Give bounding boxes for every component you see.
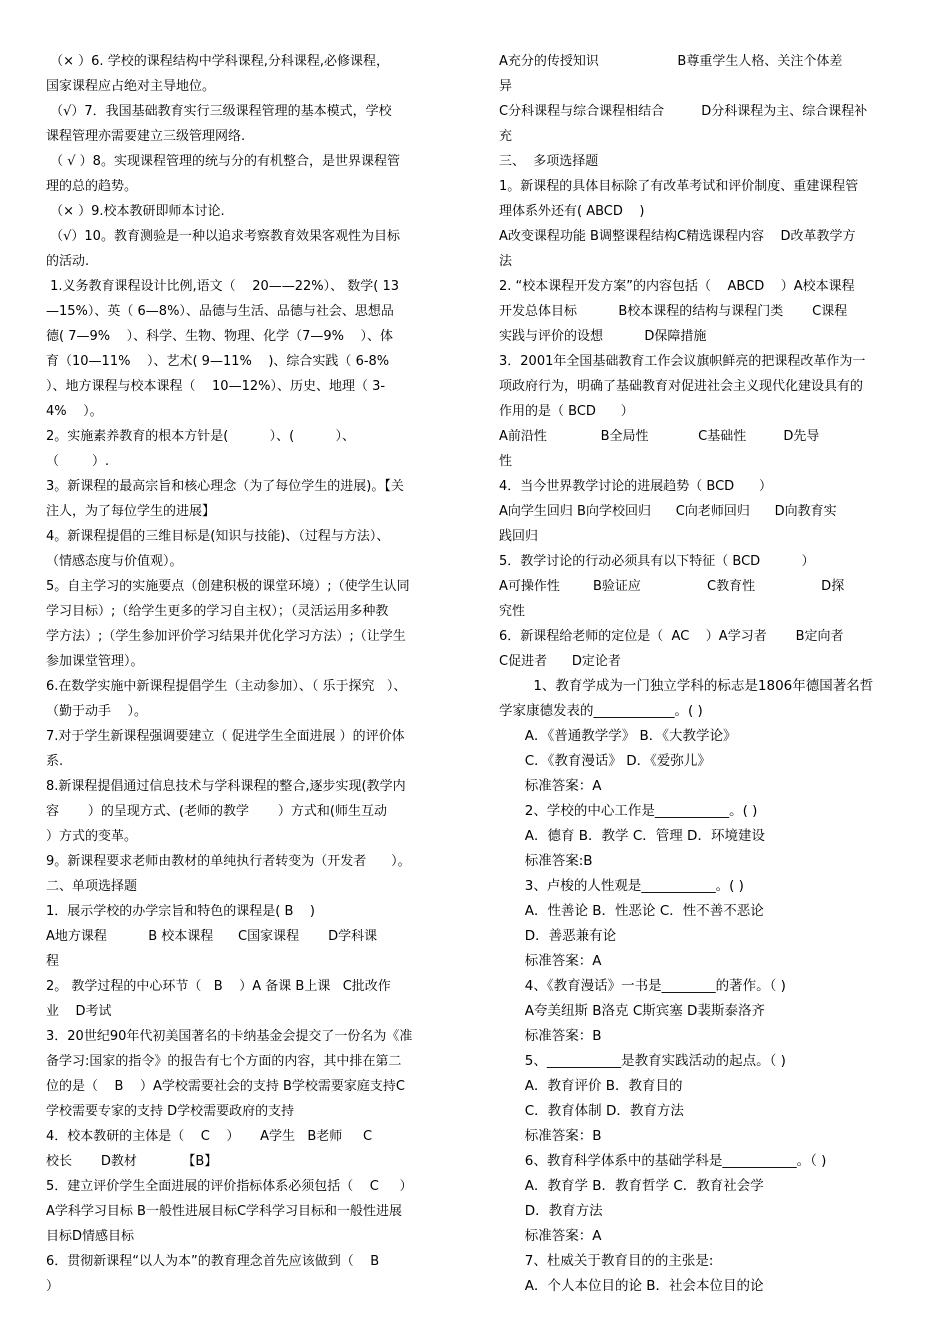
question-line: D．善恶兼有论 <box>499 928 617 944</box>
text-line: A前沿性 B全局性 C基础性 D先导 <box>499 429 820 444</box>
text-line: 3．2001年全国基础教育工作会议旗帜鲜亮的把课程改革作为一 <box>499 354 866 369</box>
text-line: （情感态度与价值观）。 <box>46 554 183 569</box>
text-line: 3．20世纪90年代初美国著名的卡纳基金会提交了一份名为《准 <box>46 1029 413 1044</box>
text-line: 德( 7—9% ）、科学、生物、物理、化学（7—9% ）、体 <box>46 329 394 344</box>
question-line: D．教育方法 <box>499 1203 603 1219</box>
text-line: 三、 多项选择题 <box>499 154 599 169</box>
text-line: 4% ）。 <box>46 404 103 419</box>
question-line: 7、杜威关于教育目的的主张是: <box>499 1253 714 1269</box>
text-line: ）、地方课程与校本课程（ 10—12%）、历史、地理（ 3- <box>46 379 386 394</box>
text-line: C分科课程与综合课程相结合 D分科课程为主、综合课程补 <box>499 104 868 119</box>
text-line: 1．展示学校的办学宗旨和特色的课程是( B ) <box>46 904 315 919</box>
question-line: A．个人本位目的论 B．社会本位目的论 <box>499 1278 764 1294</box>
text-line: 7.对于学生新课程强调要建立（ 促进学生全面进展 ）的评价体 <box>46 729 405 744</box>
question-line: 4、《教育漫话》一书是________的著作。（ ) <box>499 978 786 994</box>
text-line: （勤于动手 ）。 <box>46 704 148 719</box>
text-line: 理的总的趋势。 <box>46 179 138 194</box>
question-line: 标准答案：B <box>499 1128 602 1144</box>
text-line: 1.义务教育课程设计比例,语文（ 20——22%）、 数学( 13 <box>46 279 400 294</box>
text-line: （ ）. <box>46 454 110 469</box>
text-line: 5．教学讨论的行动必须具有以下特征（ BCD ） <box>499 554 815 569</box>
text-line: A改变课程功能 B调整课程结构C精选课程内容 D改革教学方 <box>499 229 856 244</box>
text-line: 项政府行为，明确了基础教育对促进社会主义现代化建设具有的 <box>499 379 864 394</box>
text-line: 位的是（ B ）A学校需要社会的支持 B学校需要家庭支持C <box>46 1079 405 1094</box>
text-line: —15%）、英（ 6—8%）、品德与生活、品德与社会、思想品 <box>46 304 394 319</box>
text-line: A向学生回归 B向学校回归 C向老师回归 D向教育实 <box>499 504 837 519</box>
text-line: 备学习:国家的指令》的报告有七个方面的内容，其中排在第二 <box>46 1054 402 1069</box>
question-line: A．《普通教学学》 B．《大教学论》 <box>499 728 737 744</box>
text-line: 开发总体目标 B校本课程的结构与课程门类 C课程 <box>499 304 848 319</box>
question-line: 标准答案：A <box>499 778 602 794</box>
text-line: 6．新课程给老师的定位是（ AC ）A学习者 B定向者 <box>499 629 844 644</box>
text-line: 校长 D教材 【B】 <box>46 1154 218 1169</box>
text-line: 育（10—11% ）、艺术( 9—11% )、综合实践（ 6-8% <box>46 354 390 369</box>
text-line: 2. “校本课程开发方案”的内容包括（ ABCD ）A校本课程 <box>499 279 855 294</box>
text-line: 3。新课程的最高宗旨和核心理念（为了每位学生的进展)。【关 <box>46 479 404 494</box>
text-line: ） <box>46 1279 60 1294</box>
text-line: 学习目标）;（给学生更多的学习自主权）；（灵活运用多种教 <box>46 604 389 619</box>
text-line: 作用的是（ BCD ） <box>499 404 634 419</box>
text-line: 1。新课程的具体目标除了有改革考试和评价制度、重建课程管 <box>499 179 859 194</box>
question-line: 标准答案：A <box>499 1228 602 1244</box>
text-line: A地方课程 B 校本课程 C国家课程 D学科课 <box>46 929 378 944</box>
question-line: A．性善论 B．性恶论 C．性不善不恶论 <box>499 903 764 919</box>
text-line: 异 <box>499 79 513 94</box>
question-line: 标准答案:B <box>499 853 593 869</box>
right-column <box>499 49 904 1299</box>
text-line: 4．校本教研的主体是（ C ） A学生 B老师 C <box>46 1129 373 1144</box>
text-line: 5。自主学习的实施要点（创建积极的课堂环境）;（使学生认同 <box>46 579 410 594</box>
text-line: 实践与评价的设想 D保障措施 <box>499 329 707 344</box>
question-line: 1、教育学成为一门独立学科的标志是1806年德国著名哲 <box>499 678 874 694</box>
text-line: A学科学习目标 B一般性进展目标C学科学习目标和一般性进展 <box>46 1204 403 1219</box>
text-line: 程 <box>46 954 60 969</box>
right-column-top-section <box>499 49 904 674</box>
question-line: 标准答案：B <box>499 1028 602 1044</box>
question-line: A夸美纽斯 B洛克 C斯宾塞 D裴斯泰洛齐 <box>499 1003 765 1019</box>
question-line: 2、学校的中心工作是___________。( ) <box>499 803 758 819</box>
text-line: 6.在数学实施中新课程提倡学生（主动参加）、（ 乐于探究 ）、 <box>46 679 407 694</box>
text-line: 学方法）;（学生参加评价学习结果并优化学习方法）;（让学生 <box>46 629 406 644</box>
question-line: A．教育评价 B．教育目的 <box>499 1078 683 1094</box>
text-line: A充分的传授知识 B尊重学生人格、关注个体差 <box>499 54 843 69</box>
text-line: 4。新课程提倡的三维目标是(知识与技能)、（过程与方法）、 <box>46 529 390 544</box>
question-line: C．《教育漫话》 D．《爱弥儿》 <box>499 753 711 769</box>
text-line: （√）7．我国基础教育实行三级课程管理的基本模式，学校 <box>46 104 392 119</box>
text-line: A可操作性 B验证应 C教育性 D探 <box>499 579 845 594</box>
text-line: 目标D情感目标 <box>46 1229 135 1244</box>
text-line: 二、单项选择题 <box>46 879 138 894</box>
text-line: 9。新课程要求老师由教材的单纯执行者转变为（开发者 ）。 <box>46 854 411 869</box>
text-line: （× ）6. 学校的课程结构中学科课程,分科课程,必修课程， <box>46 54 389 69</box>
text-line: 充 <box>499 129 513 144</box>
text-line: C促进者 D定论者 <box>499 654 621 669</box>
text-line: 性 <box>499 454 513 469</box>
text-line: 系. <box>46 754 64 769</box>
text-line: 注人，为了每位学生的进展】 <box>46 504 216 519</box>
question-line: A．德育 B．教学 C．管理 D．环境建设 <box>499 828 765 844</box>
right-column-exam-section <box>499 674 904 1299</box>
text-line: 8.新课程提倡通过信息技术与学科课程的整合,逐步实现(教学内 <box>46 779 406 794</box>
question-line: 6、教育科学体系中的基础学科是___________。（ ) <box>499 1153 827 1169</box>
question-line: 3、卢梭的人性观是___________。( ) <box>499 878 744 894</box>
left-column <box>46 49 451 1299</box>
text-line: 6．贯彻新课程“以人为本”的教育理念首先应该做到（ B <box>46 1254 380 1269</box>
text-line: 究性 <box>499 604 526 619</box>
text-line: 的活动. <box>46 254 90 269</box>
question-line: A．教育学 B．教育哲学 C．教育社会学 <box>499 1178 764 1194</box>
question-line: 学家康德发表的____________。( ) <box>499 703 703 719</box>
text-line: 2。 教学过程的中心环节（ B ）A 备课 B上课 C批改作 <box>46 979 391 994</box>
question-line: 标准答案：A <box>499 953 602 969</box>
text-line: ）方式的变革。 <box>46 829 138 844</box>
text-line: 法 <box>499 254 513 269</box>
text-line: 理体系外还有( ABCD ) <box>499 204 645 219</box>
text-line: （ √ ）8。实现课程管理的统与分的有机整合，是世界课程管 <box>46 154 400 169</box>
text-line: （× ）9.校本教研即师本讨论. <box>46 204 225 219</box>
text-line: 容 ）的呈现方式、(老师的教学 ）方式和(师生互动 <box>46 804 387 819</box>
question-line: 5、___________是教育实践活动的起点。（ ) <box>499 1053 786 1069</box>
text-line: 学校需要专家的支持 D学校需要政府的支持 <box>46 1104 295 1119</box>
text-line: 4．当今世界教学讨论的进展趋势（ BCD ） <box>499 479 772 494</box>
text-line: 课程管理亦需要建立三级管理网络. <box>46 129 246 144</box>
question-line: C．教育体制 D．教育方法 <box>499 1103 684 1119</box>
text-line: 践回归 <box>499 529 539 544</box>
text-line: 2。实施素养教育的根本方针是( ）、( ）、 <box>46 429 356 444</box>
text-line: 参加课堂管理）。 <box>46 654 144 669</box>
text-line: 业 D考试 <box>46 1004 112 1019</box>
text-line: 国家课程应占绝对主导地位。 <box>46 79 216 94</box>
text-line: （√）10。教育测验是一种以追求考察教育效果客观性为目标 <box>46 229 400 244</box>
text-line: 5．建立评价学生全面进展的评价指标体系必须包括（ C ） <box>46 1179 413 1194</box>
